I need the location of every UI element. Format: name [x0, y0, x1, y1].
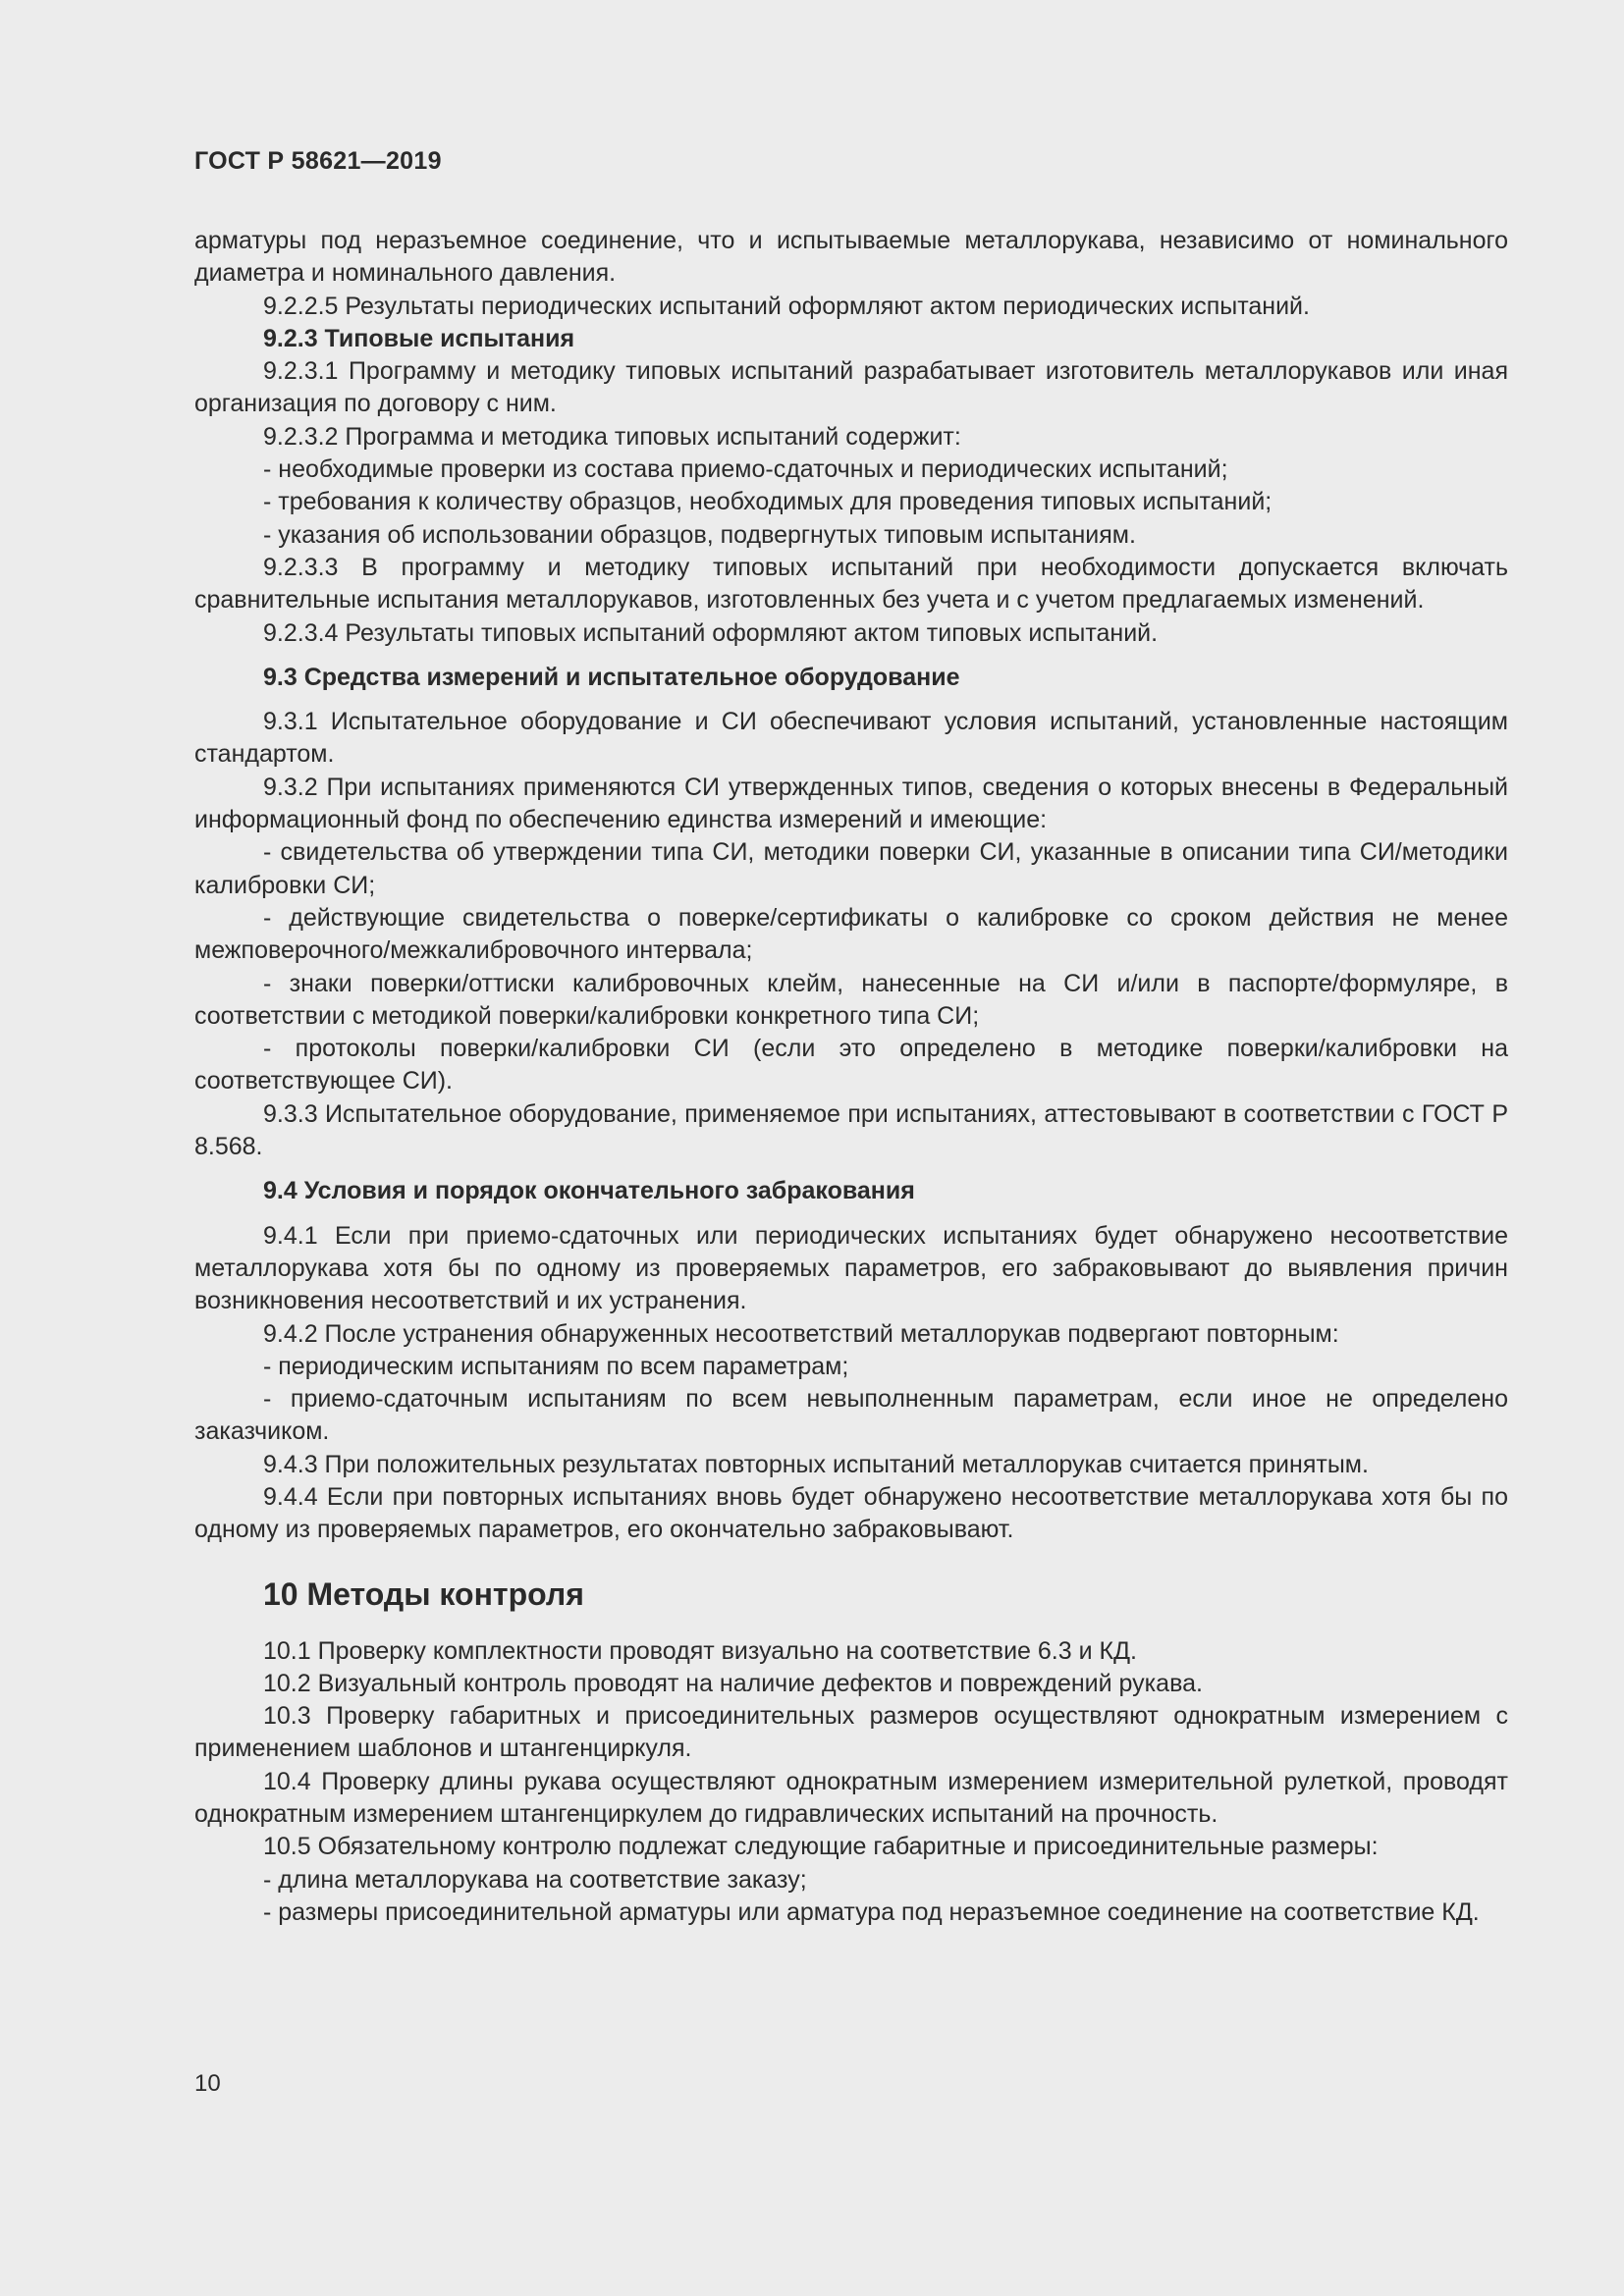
paragraph: - протоколы поверки/калибровки СИ (если это определено в методике поверки/калибровки на соответствующее СИ).	[194, 1035, 1508, 1095]
paragraph: - требования к количеству образцов, необходимых для проведения типовых испытаний;	[263, 488, 1272, 516]
paragraph: 9.4.2 После устранения обнаруженных несоответствий металлорукав подвергают повторным:	[263, 1319, 1339, 1348]
paragraph: - приемо-сдаточным испытаниям по всем невыполненным параметрам, если иное не определено заказчиком.	[194, 1385, 1508, 1446]
paragraph: 9.4.1 Если при приемо-сдаточных или периодических испытаниях будет обнаружено несоответствие металлорукава хотя бы по одному из проверяемых параметров, его забраковывают до выявления причин возникновения несоответствий и их устранения.	[194, 1221, 1508, 1315]
subsection-heading: 9.3 Средства измерений и испытательное оборудование	[263, 663, 960, 691]
paragraph: 9.3.2 При испытаниях применяются СИ утвержденных типов, сведения о которых внесены в Федеральный информационный фонд по обеспечению единства измерений и имеющие:	[194, 773, 1508, 834]
paragraph: 9.4.4 Если при повторных испытаниях вновь будет обнаружено несоответствие металлорукава хотя бы по одному из проверяемых параметров, его окончательно забраковывают.	[194, 1482, 1508, 1544]
paragraph: 10.1 Проверку комплектности проводят визуально на соответствие 6.3 и КД.	[263, 1636, 1137, 1665]
paragraph: - знаки поверки/оттиски калибровочных клейм, нанесенные на СИ и/или в паспорте/формуляре, в соответствии с методикой поверки/калибровки конкретного типа СИ;	[194, 969, 1508, 1030]
document-body	[194, 225, 1508, 1929]
paragraph: - необходимые проверки из состава приемо-сдаточных и периодических испытаний;	[263, 455, 1228, 484]
paragraph: 9.2.3.1 Программу и методику типовых испытаний разрабатывает изготовитель металлорукавов или иная организация по договору с ним.	[194, 357, 1508, 418]
paragraph: 10.2 Визуальный контроль проводят на наличие дефектов и повреждений рукава.	[263, 1669, 1203, 1697]
paragraph: - длина металлорукава на соответствие заказу;	[263, 1865, 807, 1894]
paragraph: - периодическим испытаниям по всем параметрам;	[263, 1352, 849, 1380]
paragraph: 9.2.3.4 Результаты типовых испытаний оформляют актом типовых испытаний.	[263, 618, 1159, 647]
paragraph: - размеры присоединительной арматуры или арматура под неразъемное соединение на соответствие КД.	[263, 1897, 1480, 1926]
paragraph: 9.2.3.3 В программу и методику типовых испытаний при необходимости допускается включать сравнительные испытания металлорукавов, изготовленных без учета и с учетом предлагаемых изменений.	[194, 553, 1508, 614]
paragraph: - свидетельства об утверждении типа СИ, методики поверки СИ, указанные в описании типа СИ/методики калибровки СИ;	[194, 838, 1508, 899]
paragraph: 9.3.3 Испытательное оборудование, применяемое при испытаниях, аттестовывают в соответствии с ГОСТ Р 8.568.	[194, 1099, 1508, 1161]
document-header: ГОСТ Р 58621—2019	[194, 147, 442, 175]
paragraph: 10.4 Проверку длины рукава осуществляют однократным измерением измерительной рулеткой, проводят однократным измерением штангенциркулем до гидравлических испытаний на прочность.	[194, 1767, 1508, 1829]
paragraph: 9.3.1 Испытательное оборудование и СИ обеспечивают условия испытаний, установленные настоящим стандартом.	[194, 708, 1508, 769]
paragraph: 10.5 Обязательному контролю подлежат следующие габаритные и присоединительные размеры:	[263, 1833, 1379, 1861]
paragraph: 9.4.3 При положительных результатах повторных испытаний металлорукав считается принятым.	[263, 1450, 1369, 1478]
paragraph: 9.2.3.2 Программа и методика типовых испытаний содержит:	[263, 422, 961, 451]
subsection-heading: 9.2.3 Типовые испытания	[263, 324, 575, 352]
paragraph: - действующие свидетельства о поверке/сертификаты о калибровке со сроком действия не менее межповерочного/межкалибровочного интервала;	[194, 903, 1508, 965]
paragraph: арматуры под неразъемное соединение, что и испытываемые металлорукава, независимо от номинального диаметра и номинального давления.	[194, 227, 1508, 288]
paragraph: 9.2.2.5 Результаты периодических испытаний оформляют актом периодических испытаний.	[263, 292, 1310, 320]
page-number: 10	[194, 2070, 221, 2097]
subsection-heading: 9.4 Условия и порядок окончательного забракования	[263, 1177, 915, 1205]
paragraph: - указания об использовании образцов, подвергнутых типовым испытаниям.	[263, 520, 1136, 549]
paragraph: 10.3 Проверку габаритных и присоединительных размеров осуществляют однократным измерением с применением шаблонов и штангенциркуля.	[194, 1702, 1508, 1763]
section-heading: 10 Методы контроля	[263, 1575, 584, 1612]
